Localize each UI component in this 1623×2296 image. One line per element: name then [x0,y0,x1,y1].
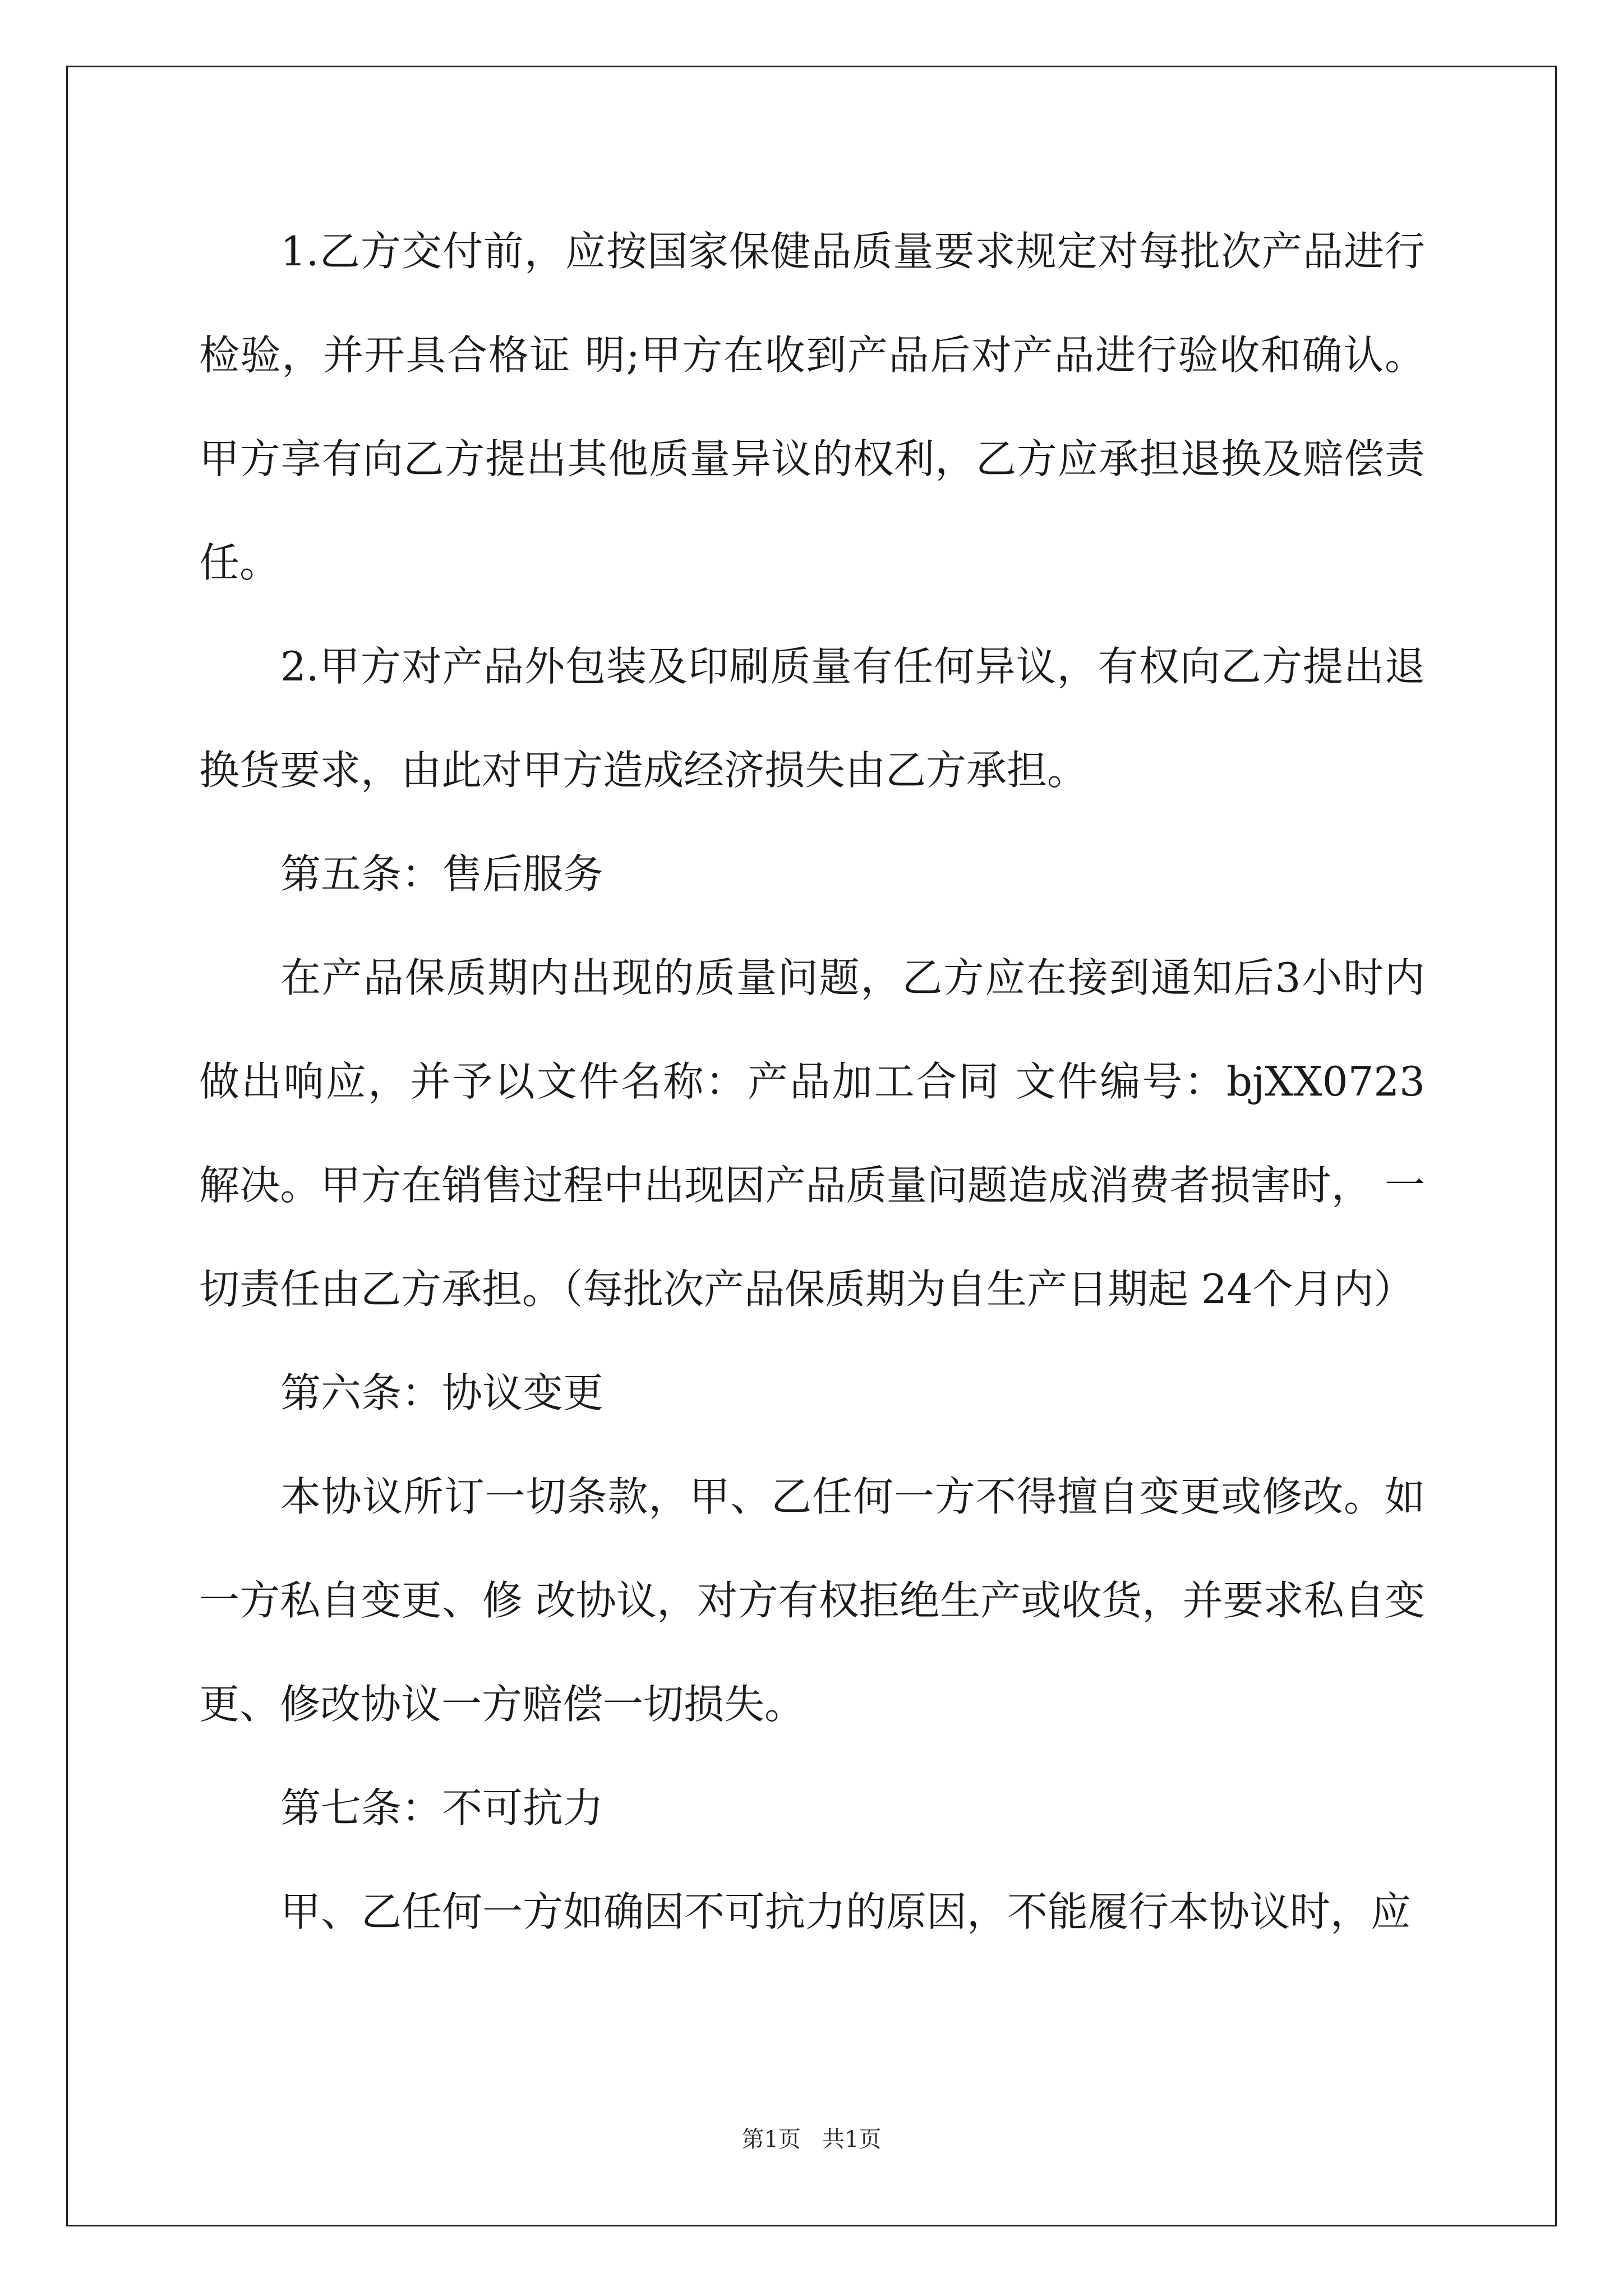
page-footer: 第1页 共1页 [741,2127,882,2152]
document-body [199,200,1425,1964]
paragraph-agreement-change: 本协议所订一切条款，甲、乙任何一方不得擅自变更或修改。如一方私自变更、修 改协议，对方有权拒绝生产或收货，并要求私自变更、修改协议一方赔偿一切损失。 [199,1473,1425,1728]
paragraph-quality-inspection: 1.乙方交付前，应按国家保健品质量要求规定对每批次产品进行检验，并开具合格证 明;甲方在收到产品后对产品进行验收和确认。甲方享有向乙方提出其他质量异议的权利，乙方应承担退换及赔偿责任。 [199,228,1425,586]
paragraph-force-majeure: 甲、乙任何一方如确因不可抗力的原因，不能履行本协议时，应 [280,1888,1412,1935]
paragraph-packaging-objection: 2.甲方对产品外包装及印刷质量有任何异议，有权向乙方提出退换货要求，由此对甲方造成经济损失由乙方承担。 [199,643,1425,794]
heading-article-5: 第五条：售后服务 [280,850,604,898]
heading-article-6: 第六条：协议变更 [280,1369,604,1416]
paragraph-after-sales: 在产品保质期内出现的质量问题，乙方应在接到通知后3小时内做出响应，并予以文件名称：产品加工合同 文件编号：bjXX0723 解决。甲方在销售过程中出现因产品质量问题造成消费者损害时， 一切责任由乙方承担。（每批次产品保质期为自生产日期起 24个月内） [199,954,1425,1313]
heading-article-7: 第七条：不可抗力 [280,1784,604,1832]
